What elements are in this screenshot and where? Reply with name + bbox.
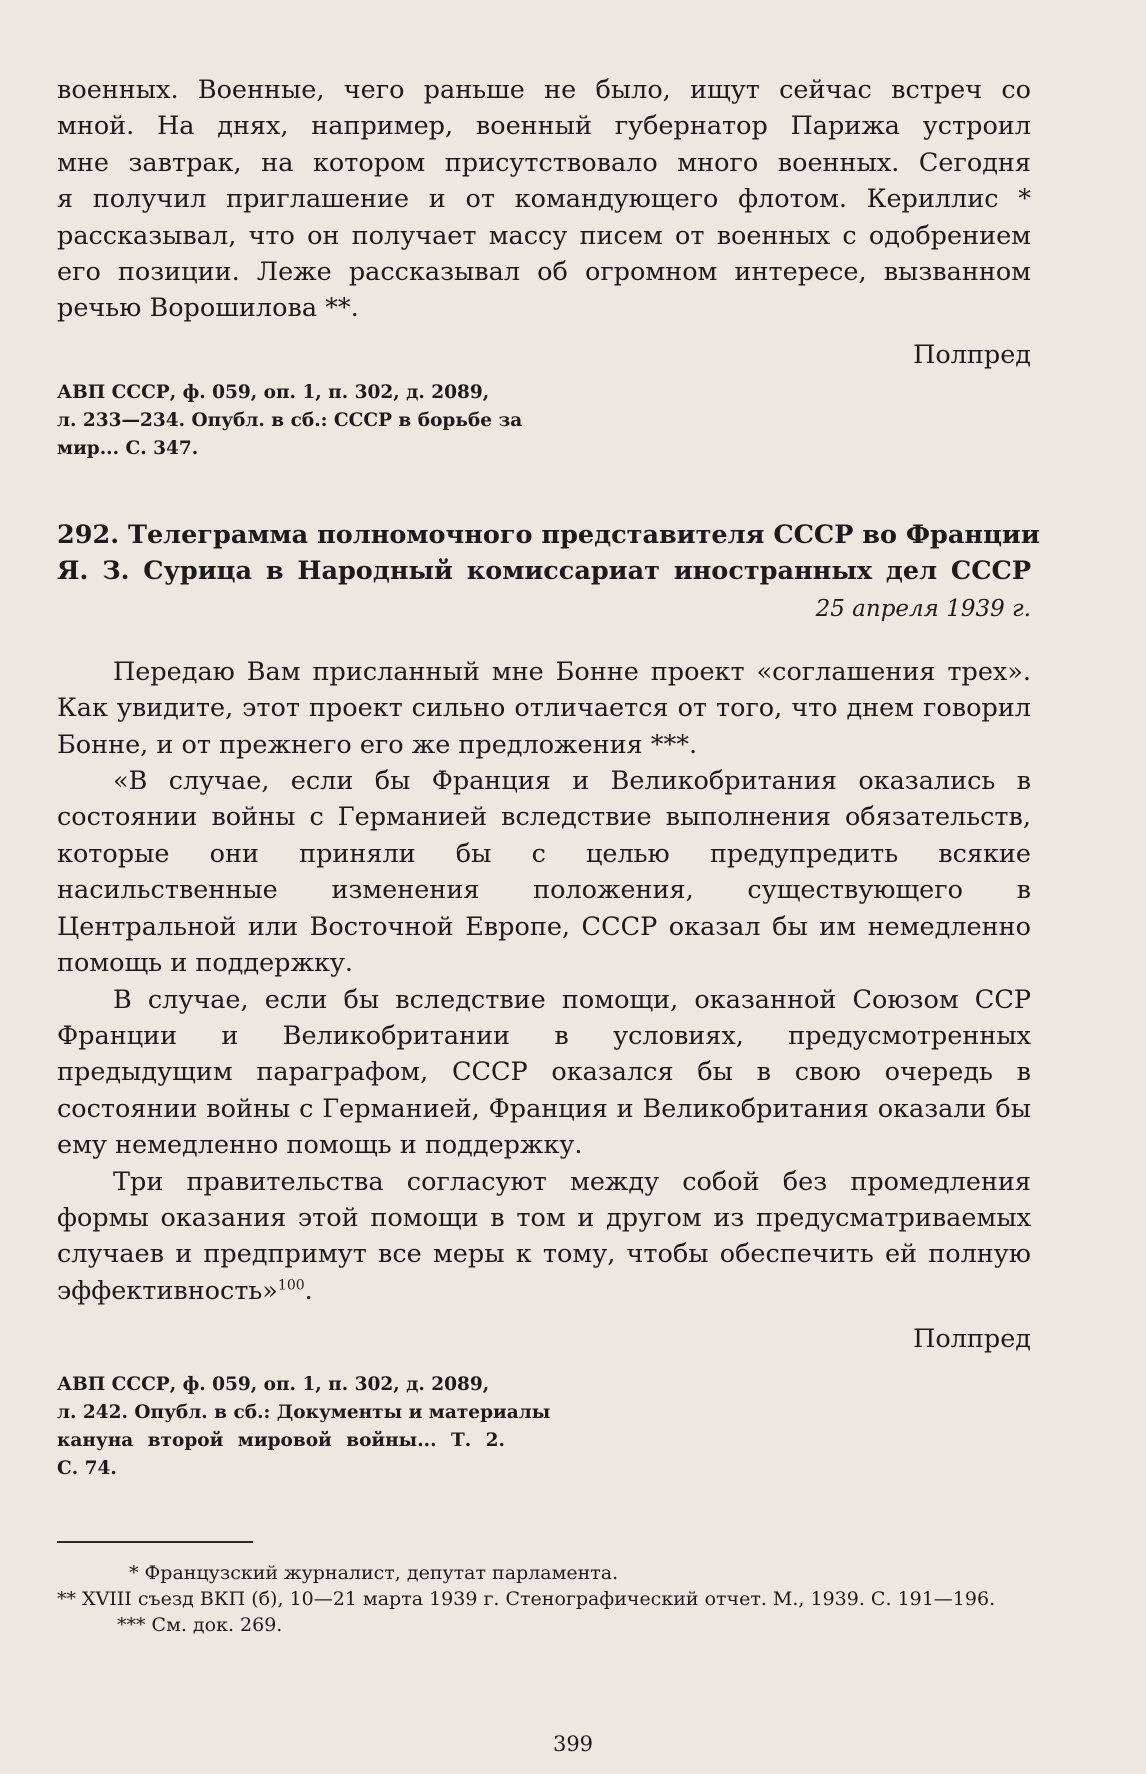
- text-line: я получил приглашение и от командующего флотом. Кериллис *: [57, 184, 1031, 215]
- paragraph-end: .: [304, 1275, 313, 1306]
- archive-line: С. 74.: [57, 1458, 117, 1480]
- previous-document-text: [57, 72, 1031, 327]
- title-line: 292. Телеграмма полномочного представителя СССР во Франции: [57, 519, 1040, 550]
- archive-line: АВП СССР, ф. 059, оп. 1, п. 302, д. 2089,: [57, 1374, 490, 1396]
- signature-polpred: Полпред: [913, 339, 1031, 370]
- text-line: военных. Военные, чего раньше не было, ищут сейчас встреч со: [57, 75, 1031, 105]
- title-line: Я. З. Сурица в Народный комиссариат иностранных дел СССР: [57, 555, 1031, 586]
- footnotes: [57, 1560, 1031, 1638]
- paragraph-text: Три правительства согласуют между собой без промедления формы оказания этой помощи в том и другом из предусматриваемых случаев и предпримут все меры к тому, чтобы обеспечить ей полную эффективность»: [57, 1166, 1031, 1306]
- archive-reference: [57, 1371, 551, 1483]
- archive-line: л. 233—234. Опубл. в сб.: СССР в борьбе за: [57, 409, 523, 431]
- paragraph: Передаю Вам присланный мне Бонне проект «соглашения трех». Как увидите, этот проект сильно отличается от того, что днем говорил Бонне, и от прежнего его же предложения ***.: [57, 656, 1031, 760]
- text-line: мне завтрак, на котором присутствовало много военных. Сегодня: [57, 147, 1031, 178]
- archive-line: л. 242. Опубл. в сб.: Документы и материалы: [57, 1402, 551, 1424]
- signature-polpred: Полпред: [913, 1324, 1031, 1355]
- endnote-marker: 100: [277, 1277, 305, 1294]
- page-number: 399: [552, 1732, 594, 1756]
- paragraph: «В случае, если бы Франция и Великобритания оказались в состоянии войны с Германией вследствие выполнения обязательств, которые они приняли бы с целью предупредить всякие насильственные изменения положения, существующего в Центральной или Восточной Европе, СССР оказал бы им немедленно помощь и поддержку.: [57, 766, 1031, 979]
- footnote-1: * Французский журналист, депутат парламента.: [129, 1562, 619, 1584]
- main-column: [57, 72, 1040, 1483]
- archive-line: кануна второй мировой войны... Т. 2.: [57, 1430, 505, 1452]
- document-date: 25 апреля 1939 г.: [815, 595, 1031, 622]
- document-title: [57, 517, 1040, 589]
- footnote-divider: [57, 1541, 253, 1543]
- footnote-3: *** См. док. 269.: [117, 1614, 283, 1636]
- archive-line: мир... С. 347.: [57, 437, 199, 459]
- archive-line: АВП СССР, ф. 059, оп. 1, п. 302, д. 2089,: [57, 381, 490, 403]
- archive-reference: [57, 379, 527, 463]
- text-line: речью Ворошилова **.: [57, 293, 359, 324]
- paragraph: [57, 1164, 1031, 1310]
- text-line: мной. На днях, например, военный губернатор Парижа устроил: [57, 111, 1031, 142]
- text-line: его позиции. Леже рассказывал об огромном интересе, вызванном: [57, 257, 1031, 288]
- text-line: рассказывал, что он получает массу писем от военных с одобрением: [57, 220, 1031, 251]
- footnote-2: ** XVIII съезд ВКП (б), 10—21 марта 1939 г. Стенографический отчет. М., 1939. С. 191—196.: [57, 1588, 996, 1610]
- paragraph: В случае, если бы вследствие помощи, оказанной Союзом ССР Франции и Великобритании в условиях, предусмотренных предыдущим параграфом, СССР оказался бы в свою очередь в состоянии войны с Германией, Франция и Великобритания оказали бы ему немедленно помощь и поддержку.: [57, 984, 1031, 1161]
